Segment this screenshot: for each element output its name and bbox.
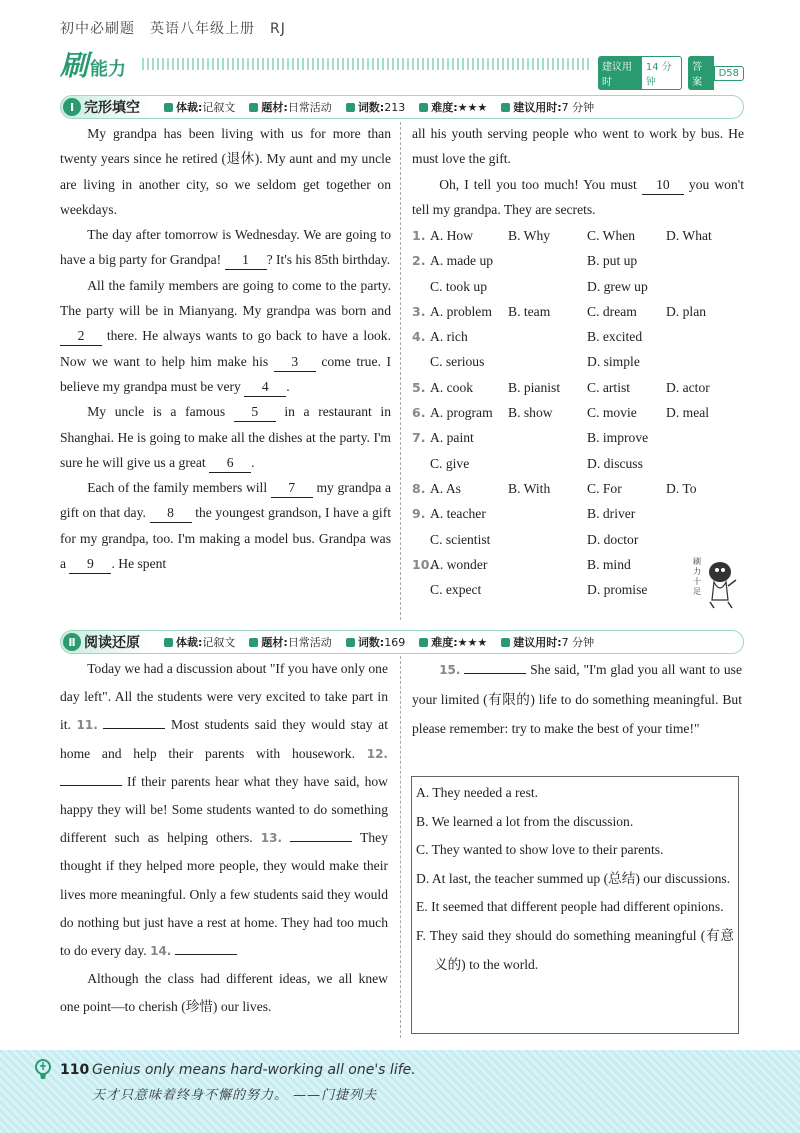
question-number: 6. — [412, 405, 426, 421]
section2-time: 建议用时:7 分钟 — [501, 634, 594, 650]
option-a[interactable]: A. wonder — [430, 556, 488, 572]
option-b[interactable]: B. With — [508, 480, 551, 496]
answer-label: 答案 — [688, 56, 713, 90]
header-stripe — [142, 58, 590, 70]
option-a[interactable]: A. rich — [430, 329, 468, 345]
quote-english: Genius only means hard-working all one's life. — [92, 1062, 416, 1078]
question-number: 7. — [412, 430, 426, 446]
clock-icon — [501, 638, 510, 647]
paragraph: Oh, I tell you too much! You must 10 you won't tell my grandpa. They are secrets. — [412, 176, 744, 217]
pen-icon — [249, 103, 258, 112]
option-c[interactable]: C. For — [587, 480, 622, 496]
blank-7[interactable]: 7 — [271, 479, 313, 498]
option-c[interactable]: C. movie — [587, 405, 637, 421]
header-timebox — [598, 56, 750, 90]
option-b[interactable]: B. pianist — [508, 379, 561, 395]
question-number: 1. — [412, 228, 426, 243]
section2-passage-left — [60, 655, 388, 1022]
question-number: 9. — [412, 506, 426, 522]
option-c[interactable]: C. serious — [430, 354, 485, 370]
option-c[interactable]: C. expect — [430, 582, 482, 598]
count-icon — [346, 638, 355, 647]
blank-14[interactable] — [175, 954, 237, 955]
quote-chinese: 天才只意味着终身不懈的努力。 ——门捷列夫 — [92, 1088, 378, 1103]
book-icon — [164, 103, 173, 112]
option-a[interactable]: A. teacher — [430, 506, 486, 522]
question-number: 3. — [412, 303, 426, 319]
gauge-icon — [419, 638, 428, 647]
option-a[interactable]: A. cook — [430, 379, 474, 395]
option-b[interactable]: B. improve — [587, 430, 649, 446]
question-12-number: 12. — [366, 746, 388, 761]
blank-1[interactable]: 1 — [225, 251, 267, 270]
option-b[interactable]: B. driver — [587, 506, 636, 522]
paragraph: All the family members are going to come to the party. The party will be in Mianyang. My grandpa was born and 2 there. He always wants to go back to have a look. Now we want to help him make his 3 come true. I believe my grandpa must be very 4 . — [60, 273, 391, 399]
question-row — [412, 451, 748, 476]
question-number: 8. — [412, 480, 426, 496]
option-a[interactable]: A. problem — [430, 303, 492, 319]
section1-title: 完形填空 — [84, 100, 140, 116]
option-a[interactable]: A. made up — [430, 253, 494, 269]
blank-3[interactable]: 3 — [274, 353, 316, 372]
time-label: 建议用时 — [598, 56, 641, 90]
question-13-number: 13. — [260, 831, 283, 846]
option-d[interactable]: D. plan — [666, 303, 707, 319]
option-c[interactable]: C. When — [587, 228, 636, 243]
section1-difficulty: 难度:★★★ — [419, 99, 487, 115]
question-11-number: 11. — [76, 718, 98, 733]
blank-4[interactable]: 4 — [244, 378, 286, 397]
option-b[interactable]: B. team — [508, 303, 551, 319]
section2-number: Ⅱ — [63, 633, 81, 651]
option-b[interactable]: B. mind — [587, 556, 631, 572]
option-c[interactable]: C. dream — [587, 303, 637, 319]
option-d[interactable]: D. actor — [666, 379, 710, 395]
question-14-number: 14. — [150, 944, 172, 959]
question-number: 4. — [412, 329, 426, 345]
section1-questions — [412, 223, 748, 602]
question-row — [412, 324, 748, 349]
section1-passage-right — [412, 121, 744, 222]
option-d[interactable]: D. To — [666, 480, 697, 496]
option-b[interactable]: B. put up — [587, 253, 638, 269]
option-a[interactable]: A. As — [430, 480, 461, 496]
answer-option: B. We learned a lot from the discussion. — [416, 813, 634, 829]
question-number: 10. — [412, 556, 435, 572]
section1-genre: 体裁:记叙文 — [164, 99, 235, 115]
option-d[interactable]: D. What — [666, 228, 712, 243]
page-header — [60, 18, 750, 88]
answer-option: F. They said they should do something meaningful (有意义的) to the world. — [416, 927, 734, 972]
section1-title-group — [61, 96, 150, 118]
option-d[interactable]: D. promise — [587, 582, 648, 598]
brand-logo — [60, 44, 126, 84]
options-box — [411, 776, 739, 1034]
section2-difficulty: 难度:★★★ — [419, 634, 487, 650]
mascot-icon — [690, 550, 740, 610]
section2-passage-right — [412, 655, 742, 743]
paragraph: Each of the family members will 7 my grandpa a gift on that day. 8 the youngest grandson, I have a gift for my grandpa, too. I'm making a model bus. Grandpa was a 9 . He spent — [60, 475, 391, 576]
blank-10[interactable]: 10 — [642, 176, 684, 195]
option-d[interactable]: D. doctor — [587, 531, 639, 547]
answer-option: C. They wanted to show love to their parents. — [416, 842, 664, 858]
blank-5[interactable]: 5 — [234, 403, 276, 422]
section2-bar — [60, 630, 744, 654]
answer-option: E. It seemed that different people had different opinions. — [416, 899, 724, 915]
question-number: 2. — [412, 253, 426, 269]
paragraph: Although the class had different ideas, we all knew one point—to cherish (珍惜) our lives. — [60, 971, 388, 1015]
question-row — [412, 527, 748, 552]
section1-passage-left — [60, 121, 391, 576]
option-b[interactable]: B. show — [508, 405, 553, 421]
paragraph: My uncle is a famous 5 in a restaurant in Shanghai. He is going to make all the dishes at the party. I'm sure he will give us a great 6 . — [60, 399, 391, 475]
question-number: 5. — [412, 379, 426, 395]
brand-sub: 能力 — [90, 59, 127, 80]
option-a[interactable]: A. program — [430, 405, 493, 421]
answer-option: D. At last, the teacher summed up (总结) our discussions. — [416, 870, 731, 886]
question-row — [412, 349, 748, 374]
clock-icon — [501, 103, 510, 112]
blank-2[interactable]: 2 — [60, 327, 102, 346]
pen-icon — [249, 638, 258, 647]
option-b[interactable]: B. excited — [587, 329, 643, 345]
option-d[interactable]: D. meal — [666, 405, 710, 421]
section1-bar — [60, 95, 744, 119]
question-row — [412, 299, 748, 324]
column-divider — [400, 122, 401, 620]
count-icon — [346, 103, 355, 112]
option-d[interactable]: D. simple — [587, 354, 640, 370]
answer-option: A. They needed a rest. — [416, 785, 539, 800]
option-c[interactable]: C. artist — [587, 379, 631, 395]
question-row — [412, 274, 748, 299]
section2-title: 阅读还原 — [84, 635, 140, 651]
question-row — [412, 501, 748, 526]
blank-6[interactable]: 6 — [209, 454, 251, 473]
page-footer — [0, 1050, 800, 1133]
option-d[interactable]: D. grew up — [587, 278, 648, 294]
option-b[interactable]: B. Why — [508, 228, 551, 243]
option-a[interactable]: A. paint — [430, 430, 474, 446]
blank-12[interactable] — [60, 785, 122, 786]
option-c[interactable]: C. give — [430, 455, 470, 471]
blank-9[interactable]: 9 — [69, 555, 111, 574]
paragraph-continued: all his youth serving people who went to work by bus. He must love the gift. — [412, 126, 744, 167]
section2-genre: 体裁:记叙文 — [164, 634, 235, 650]
paragraph: 15. She said, "I'm glad you all want to use your limited (有限的) life to do something meaningful. But please remember: try to make the best of your time!" — [412, 662, 742, 736]
question-row — [412, 476, 748, 501]
blank-15[interactable] — [464, 673, 526, 674]
question-row — [412, 223, 748, 248]
question-row — [412, 425, 748, 450]
paragraph: My grandpa has been living with us for more than twenty years since he retired (退休). My aunt and my uncle are living in another city, so we seldom get together on weekdays. — [60, 126, 391, 217]
section2-topic: 题材:日常活动 — [249, 634, 331, 650]
time-value: 14 分钟 — [641, 56, 682, 90]
answer-page: D58 — [714, 66, 744, 81]
option-a[interactable]: A. How — [430, 228, 474, 243]
option-c[interactable]: C. took up — [430, 278, 488, 294]
section1-topic: 题材:日常活动 — [249, 99, 331, 115]
blank-11[interactable] — [103, 728, 165, 729]
question-15-number: 15. — [439, 663, 461, 677]
column-divider — [400, 656, 401, 1038]
section1-time: 建议用时:7 分钟 — [501, 99, 594, 115]
book-icon — [164, 638, 173, 647]
gauge-icon — [419, 103, 428, 112]
question-row — [412, 400, 748, 425]
paragraph: Today we had a discussion about "If you have only one day left". All the students were very excited to take part in it. 11. Most students said they would stay at home and help their parents with housework. 12. If their parents hear what they have said, how happy they will be! Some students wanted to do something different such as helping others. 13. They thought if they helped more people, they would make their lives more meaningful. Only a few students said they would do nothing but just have a rest at home. They had too much to do every day. 14. — [60, 661, 388, 959]
section2-title-group — [61, 631, 150, 653]
section2-words: 词数:169 — [346, 634, 405, 650]
blank-13[interactable] — [290, 841, 352, 842]
section1-number: Ⅰ — [63, 98, 81, 116]
question-row — [412, 375, 748, 400]
option-c[interactable]: C. scientist — [430, 531, 491, 547]
question-row — [412, 248, 748, 273]
option-d[interactable]: D. discuss — [587, 455, 643, 471]
paragraph: The day after tomorrow is Wednesday. We are going to have a big party for Grandpa! 1 ? It's his 85th birthday. — [60, 222, 391, 273]
mascot-text: 刷 力 十 足 — [693, 557, 701, 596]
section1-words: 词数:213 — [346, 99, 405, 115]
blank-8[interactable]: 8 — [150, 504, 192, 523]
book-title: 初中必刷题 英语八年级上册 RJ — [60, 21, 286, 37]
lightbulb-icon — [32, 1058, 54, 1082]
brand-main: 刷 — [60, 49, 89, 82]
page-number: 110 — [60, 1062, 90, 1078]
